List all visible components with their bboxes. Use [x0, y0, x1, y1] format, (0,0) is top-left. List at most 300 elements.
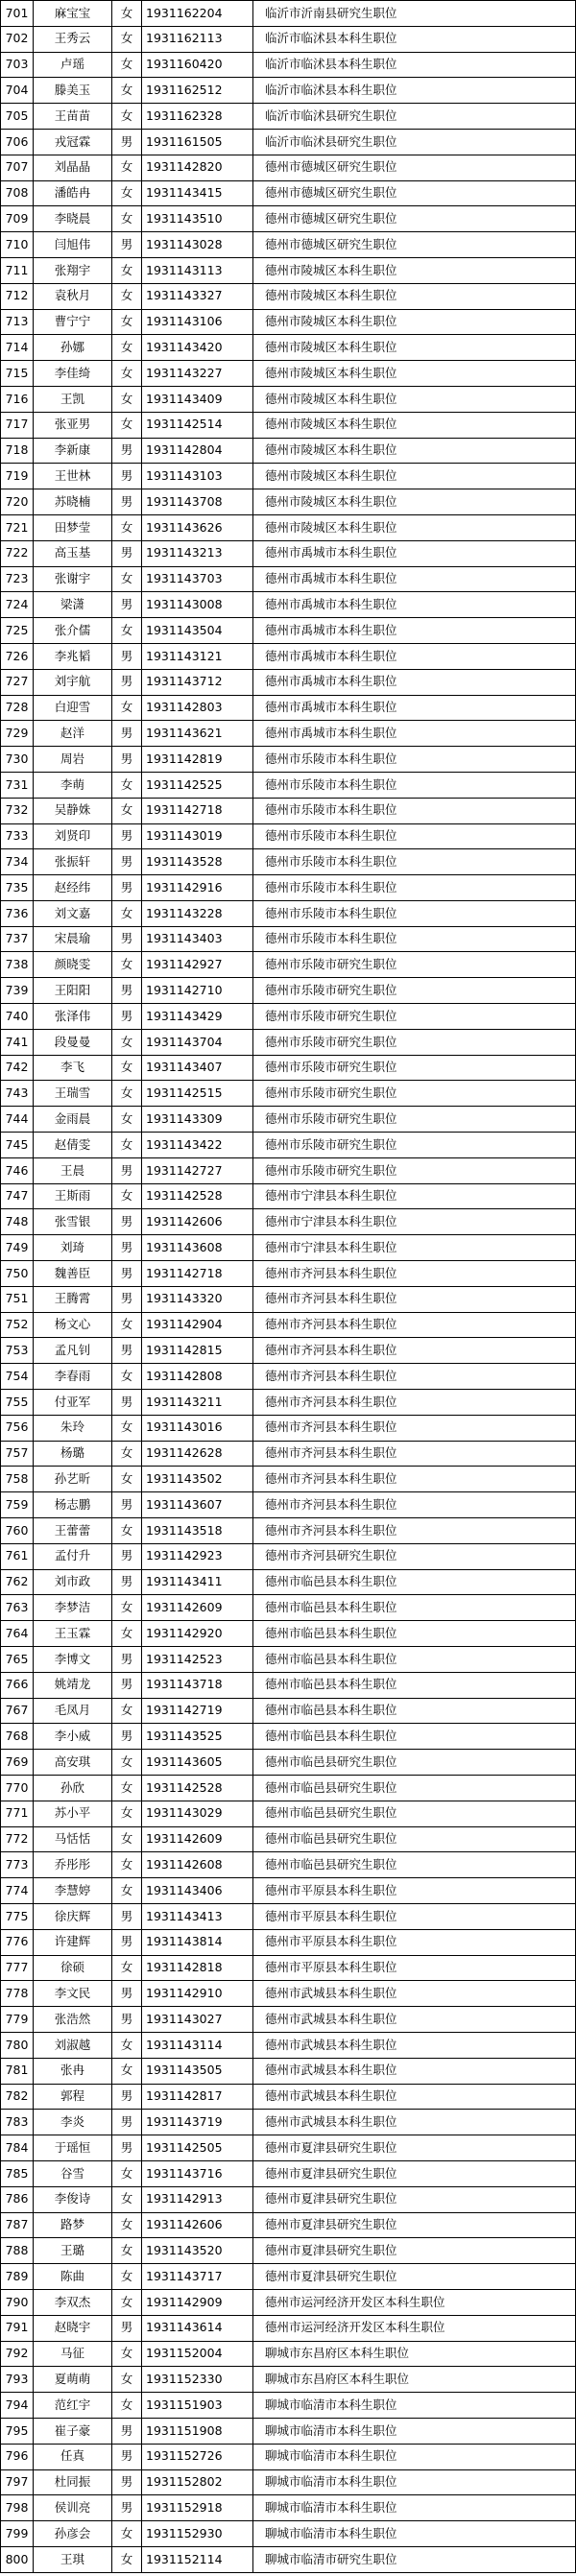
row-number-cell: 765 [1, 1647, 34, 1673]
exam-id-cell: 1931142808 [142, 1364, 253, 1390]
exam-id-cell: 1931142718 [142, 798, 253, 823]
row-number-cell: 702 [1, 26, 34, 52]
table-row [1, 1621, 576, 1647]
table-row [1, 900, 576, 926]
row-number-cell: 796 [1, 2444, 34, 2469]
exam-id-cell: 1931142923 [142, 1543, 253, 1569]
gender-cell: 女 [112, 2212, 142, 2238]
gender-cell: 男 [112, 669, 142, 695]
candidate-name-cell: 姚靖龙 [34, 1672, 112, 1698]
row-number-cell: 737 [1, 926, 34, 952]
table-row [1, 1569, 576, 1595]
table-row [1, 1286, 576, 1312]
table-row [1, 309, 576, 335]
table-row [1, 1878, 576, 1904]
exam-id-cell: 1931142820 [142, 155, 253, 180]
exam-id-cell: 1931142528 [142, 1775, 253, 1801]
exam-id-cell: 1931143718 [142, 1672, 253, 1698]
position-cell: 德州市陵城区本科生职位 [253, 438, 576, 464]
row-number-cell: 749 [1, 1235, 34, 1261]
position-cell: 德州市乐陵市研究生职位 [253, 1055, 576, 1081]
exam-id-cell: 1931152930 [142, 2521, 253, 2547]
row-number-cell: 716 [1, 386, 34, 412]
gender-cell: 女 [112, 1364, 142, 1390]
gender-cell: 男 [112, 1261, 142, 1287]
position-cell: 聊城市临清市本科生职位 [253, 2469, 576, 2495]
exam-id-cell: 1931143113 [142, 257, 253, 283]
row-number-cell: 776 [1, 1929, 34, 1955]
candidate-name-cell: 王苗苗 [34, 104, 112, 130]
exam-id-cell: 1931142909 [142, 2289, 253, 2315]
candidate-name-cell: 李小威 [34, 1724, 112, 1750]
position-cell: 德州市武城县本科生职位 [253, 2084, 576, 2110]
exam-id-cell: 1931143309 [142, 1107, 253, 1133]
gender-cell: 女 [112, 1621, 142, 1647]
row-number-cell: 744 [1, 1107, 34, 1133]
table-row [1, 592, 576, 618]
exam-id-cell: 1931142920 [142, 1621, 253, 1647]
table-row [1, 1, 576, 27]
candidate-name-cell: 孙娜 [34, 335, 112, 361]
row-number-cell: 774 [1, 1878, 34, 1904]
exam-id-cell: 1931143528 [142, 849, 253, 875]
gender-cell: 男 [112, 2418, 142, 2444]
position-cell: 德州市武城县本科生职位 [253, 2110, 576, 2135]
candidate-name-cell: 金雨晨 [34, 1107, 112, 1133]
row-number-cell: 756 [1, 1415, 34, 1441]
exam-id-cell: 1931143213 [142, 540, 253, 566]
table-row [1, 1183, 576, 1209]
gender-cell: 男 [112, 2007, 142, 2033]
candidate-name-cell: 刘淑越 [34, 2032, 112, 2058]
candidate-name-cell: 王蕾蕾 [34, 1518, 112, 1544]
exam-id-cell: 1931143409 [142, 386, 253, 412]
row-number-cell: 789 [1, 2264, 34, 2290]
position-cell: 德州市陵城区本科生职位 [253, 386, 576, 412]
gender-cell: 女 [112, 155, 142, 180]
table-row [1, 1903, 576, 1929]
row-number-cell: 783 [1, 2110, 34, 2135]
row-number-cell: 766 [1, 1672, 34, 1698]
candidate-name-cell: 魏善臣 [34, 1261, 112, 1287]
exam-id-cell: 1931143407 [142, 1055, 253, 1081]
table-row [1, 2341, 576, 2367]
table-row [1, 412, 576, 438]
position-cell: 德州市武城县本科生职位 [253, 2058, 576, 2084]
row-number-cell: 758 [1, 1467, 34, 1492]
candidate-name-cell: 麻宝宝 [34, 1, 112, 27]
candidate-name-cell: 潘皓冉 [34, 180, 112, 206]
candidate-name-cell: 白迎雪 [34, 695, 112, 721]
gender-cell: 男 [112, 1543, 142, 1569]
candidate-name-cell: 王秀云 [34, 26, 112, 52]
exam-id-cell: 1931142515 [142, 1081, 253, 1107]
candidate-name-cell: 杜同振 [34, 2469, 112, 2495]
exam-id-cell: 1931162204 [142, 1, 253, 27]
exam-id-cell: 1931143106 [142, 309, 253, 335]
table-row [1, 464, 576, 489]
gender-cell: 女 [112, 798, 142, 823]
row-number-cell: 768 [1, 1724, 34, 1750]
row-number-cell: 752 [1, 1312, 34, 1338]
gender-cell: 男 [112, 2315, 142, 2341]
row-number-cell: 764 [1, 1621, 34, 1647]
candidate-name-cell: 段曼曼 [34, 1029, 112, 1055]
table-row [1, 2418, 576, 2444]
position-cell: 德州市德城区研究生职位 [253, 206, 576, 232]
position-cell: 德州市夏津县研究生职位 [253, 2186, 576, 2212]
gender-cell: 男 [112, 2135, 142, 2161]
table-row [1, 2212, 576, 2238]
gender-cell: 女 [112, 1183, 142, 1209]
exam-id-cell: 1931142916 [142, 875, 253, 901]
gender-cell: 女 [112, 1312, 142, 1338]
exam-id-cell: 1931142609 [142, 1595, 253, 1621]
row-number-cell: 731 [1, 772, 34, 798]
position-cell: 德州市运河经济开发区本科生职位 [253, 2289, 576, 2315]
candidate-name-cell: 田梦莹 [34, 514, 112, 540]
gender-cell: 男 [112, 2444, 142, 2469]
position-cell: 德州市禹城市本科生职位 [253, 721, 576, 747]
candidate-name-cell: 王玉霖 [34, 1621, 112, 1647]
gender-cell: 男 [112, 1569, 142, 1595]
row-number-cell: 740 [1, 1004, 34, 1030]
candidate-name-cell: 赵洋 [34, 721, 112, 747]
exam-id-cell: 1931143320 [142, 1286, 253, 1312]
table-row [1, 1929, 576, 1955]
exam-id-cell: 1931152918 [142, 2495, 253, 2521]
exam-id-cell: 1931143607 [142, 1492, 253, 1518]
row-number-cell: 747 [1, 1183, 34, 1209]
gender-cell: 男 [112, 1209, 142, 1235]
exam-id-cell: 1931143420 [142, 335, 253, 361]
position-cell: 德州市乐陵市本科生职位 [253, 823, 576, 849]
exam-id-cell: 1931162512 [142, 78, 253, 104]
gender-cell: 女 [112, 2160, 142, 2186]
row-number-cell: 767 [1, 1698, 34, 1724]
gender-cell: 女 [112, 2238, 142, 2264]
table-row [1, 206, 576, 232]
gender-cell: 女 [112, 2367, 142, 2393]
gender-cell: 女 [112, 78, 142, 104]
gender-cell: 女 [112, 1826, 142, 1852]
row-number-cell: 797 [1, 2469, 34, 2495]
candidate-name-cell: 卢瑶 [34, 52, 112, 78]
position-cell: 临沂市临沭县研究生职位 [253, 104, 576, 130]
position-cell: 德州市夏津县研究生职位 [253, 2135, 576, 2161]
exam-id-cell: 1931143411 [142, 1569, 253, 1595]
row-number-cell: 795 [1, 2418, 34, 2444]
table-row [1, 1518, 576, 1544]
gender-cell: 女 [112, 2546, 142, 2572]
gender-cell: 女 [112, 2521, 142, 2547]
row-number-cell: 715 [1, 361, 34, 387]
exam-id-cell: 1931143114 [142, 2032, 253, 2058]
candidate-name-cell: 吴静姝 [34, 798, 112, 823]
gender-cell: 女 [112, 2032, 142, 2058]
row-number-cell: 753 [1, 1338, 34, 1364]
candidate-name-cell: 苏小平 [34, 1801, 112, 1826]
row-number-cell: 787 [1, 2212, 34, 2238]
table-row [1, 257, 576, 283]
exam-id-cell: 1931152726 [142, 2444, 253, 2469]
position-cell: 德州市禹城市本科生职位 [253, 669, 576, 695]
candidate-name-cell: 侯训亮 [34, 2495, 112, 2521]
table-row [1, 721, 576, 747]
exam-id-cell: 1931142727 [142, 1157, 253, 1183]
table-row [1, 1081, 576, 1107]
position-cell: 德州市乐陵市研究生职位 [253, 1029, 576, 1055]
gender-cell: 男 [112, 2110, 142, 2135]
position-cell: 德州市宁津县本科生职位 [253, 1183, 576, 1209]
exam-id-cell: 1931143703 [142, 566, 253, 592]
candidate-name-cell: 孙艺昕 [34, 1467, 112, 1492]
candidate-name-cell: 郭程 [34, 2084, 112, 2110]
position-cell: 德州市乐陵市研究生职位 [253, 1081, 576, 1107]
candidate-name-cell: 张介儒 [34, 618, 112, 644]
candidate-name-cell: 范红宇 [34, 2393, 112, 2419]
position-cell: 德州市陵城区本科生职位 [253, 335, 576, 361]
gender-cell: 男 [112, 1286, 142, 1312]
row-number-cell: 792 [1, 2341, 34, 2367]
exam-id-cell: 1931143504 [142, 618, 253, 644]
gender-cell: 女 [112, 1133, 142, 1158]
position-cell: 德州市齐河县本科生职位 [253, 1338, 576, 1364]
table-row [1, 1981, 576, 2007]
candidate-name-cell: 毛凤月 [34, 1698, 112, 1724]
exam-id-cell: 1931143520 [142, 2238, 253, 2264]
candidate-name-cell: 孙彦会 [34, 2521, 112, 2547]
position-cell: 德州市临邑县研究生职位 [253, 1750, 576, 1776]
row-number-cell: 725 [1, 618, 34, 644]
row-number-cell: 760 [1, 1518, 34, 1544]
gender-cell: 女 [112, 26, 142, 52]
gender-cell: 女 [112, 1441, 142, 1467]
candidate-name-cell: 李博文 [34, 1647, 112, 1673]
row-number-cell: 762 [1, 1569, 34, 1595]
exam-id-cell: 1931143704 [142, 1029, 253, 1055]
candidate-name-cell: 朱玲 [34, 1415, 112, 1441]
table-row [1, 618, 576, 644]
position-cell: 临沂市临沭县研究生职位 [253, 129, 576, 155]
gender-cell: 男 [112, 849, 142, 875]
candidate-name-cell: 杨志鹏 [34, 1492, 112, 1518]
table-row [1, 129, 576, 155]
position-cell: 德州市齐河县本科生职位 [253, 1492, 576, 1518]
candidate-name-cell: 张冉 [34, 2058, 112, 2084]
candidate-name-cell: 李飞 [34, 1055, 112, 1081]
position-cell: 聊城市临清市本科生职位 [253, 2444, 576, 2469]
exam-id-cell: 1931143525 [142, 1724, 253, 1750]
candidate-name-cell: 孙欣 [34, 1775, 112, 1801]
table-row [1, 26, 576, 52]
gender-cell: 女 [112, 1955, 142, 1981]
gender-cell: 男 [112, 1235, 142, 1261]
position-cell: 德州市武城县本科生职位 [253, 2007, 576, 2033]
candidate-name-cell: 崔子豪 [34, 2418, 112, 2444]
exam-id-cell: 1931143614 [142, 2315, 253, 2341]
candidate-name-cell: 王世林 [34, 464, 112, 489]
exam-id-cell: 1931142628 [142, 1441, 253, 1467]
position-cell: 德州市陵城区本科生职位 [253, 464, 576, 489]
exam-id-cell: 1931142609 [142, 1826, 253, 1852]
position-cell: 德州市禹城市本科生职位 [253, 695, 576, 721]
gender-cell: 男 [112, 592, 142, 618]
row-number-cell: 735 [1, 875, 34, 901]
position-cell: 德州市齐河县本科生职位 [253, 1261, 576, 1287]
exam-id-cell: 1931143626 [142, 514, 253, 540]
position-cell: 聊城市东昌府区本科生职位 [253, 2367, 576, 2393]
candidate-name-cell: 滕美玉 [34, 78, 112, 104]
table-row [1, 1055, 576, 1081]
row-number-cell: 723 [1, 566, 34, 592]
candidate-name-cell: 徐硕 [34, 1955, 112, 1981]
row-number-cell: 712 [1, 283, 34, 309]
candidate-name-cell: 颜晓雯 [34, 952, 112, 978]
table-row [1, 232, 576, 258]
position-cell: 德州市禹城市本科生职位 [253, 643, 576, 669]
candidate-name-cell: 张浩然 [34, 2007, 112, 2033]
candidate-name-cell: 许建辉 [34, 1929, 112, 1955]
table-row [1, 1029, 576, 1055]
table-row [1, 1801, 576, 1826]
gender-cell: 女 [112, 104, 142, 130]
candidate-name-cell: 张翔宇 [34, 257, 112, 283]
row-number-cell: 785 [1, 2160, 34, 2186]
row-number-cell: 732 [1, 798, 34, 823]
exam-id-cell: 1931151908 [142, 2418, 253, 2444]
position-cell: 德州市临邑县研究生职位 [253, 1852, 576, 1878]
table-row [1, 361, 576, 387]
exam-id-cell: 1931143227 [142, 361, 253, 387]
gender-cell: 男 [112, 875, 142, 901]
exam-id-cell: 1931142904 [142, 1312, 253, 1338]
gender-cell: 男 [112, 926, 142, 952]
candidate-name-cell: 杨文心 [34, 1312, 112, 1338]
table-row [1, 798, 576, 823]
table-row [1, 2521, 576, 2547]
position-cell: 德州市临邑县研究生职位 [253, 1826, 576, 1852]
table-row [1, 2469, 576, 2495]
position-cell: 临沂市临沭县本科生职位 [253, 52, 576, 78]
gender-cell: 男 [112, 1724, 142, 1750]
position-cell: 德州市临邑县本科生职位 [253, 1569, 576, 1595]
position-cell: 德州市乐陵市本科生职位 [253, 747, 576, 773]
gender-cell: 男 [112, 489, 142, 515]
position-cell: 德州市平原县本科生职位 [253, 1878, 576, 1904]
row-number-cell: 790 [1, 2289, 34, 2315]
exam-id-cell: 1931160420 [142, 52, 253, 78]
table-row [1, 747, 576, 773]
position-cell: 德州市临邑县本科生职位 [253, 1595, 576, 1621]
exam-id-cell: 1931152114 [142, 2546, 253, 2572]
gender-cell: 女 [112, 618, 142, 644]
row-number-cell: 728 [1, 695, 34, 721]
row-number-cell: 726 [1, 643, 34, 669]
candidate-name-cell: 闫旭伟 [34, 232, 112, 258]
table-row [1, 875, 576, 901]
gender-cell: 女 [112, 335, 142, 361]
exam-id-cell: 1931142819 [142, 747, 253, 773]
exam-id-cell: 1931143719 [142, 2110, 253, 2135]
gender-cell: 女 [112, 361, 142, 387]
position-cell: 德州市乐陵市本科生职位 [253, 926, 576, 952]
table-row [1, 2315, 576, 2341]
exam-id-cell: 1931161505 [142, 129, 253, 155]
gender-cell: 女 [112, 1, 142, 27]
row-number-cell: 784 [1, 2135, 34, 2161]
exam-id-cell: 1931142514 [142, 412, 253, 438]
position-cell: 德州市齐河县本科生职位 [253, 1467, 576, 1492]
table-row [1, 1107, 576, 1133]
exam-id-cell: 1931143708 [142, 489, 253, 515]
position-cell: 德州市齐河县本科生职位 [253, 1441, 576, 1467]
row-number-cell: 738 [1, 952, 34, 978]
row-number-cell: 780 [1, 2032, 34, 2058]
row-number-cell: 750 [1, 1261, 34, 1287]
exam-id-cell: 1931143403 [142, 926, 253, 952]
row-number-cell: 708 [1, 180, 34, 206]
exam-id-cell: 1931162328 [142, 104, 253, 130]
table-row [1, 514, 576, 540]
row-number-cell: 713 [1, 309, 34, 335]
candidate-name-cell: 刘宇航 [34, 669, 112, 695]
position-cell: 德州市德城区研究生职位 [253, 232, 576, 258]
exam-id-cell: 1931142804 [142, 438, 253, 464]
row-number-cell: 714 [1, 335, 34, 361]
candidate-name-cell: 孟凡钊 [34, 1338, 112, 1364]
position-cell: 德州市禹城市本科生职位 [253, 592, 576, 618]
exam-id-cell: 1931143712 [142, 669, 253, 695]
candidate-name-cell: 王瑞雪 [34, 1081, 112, 1107]
exam-id-cell: 1931143029 [142, 1801, 253, 1826]
exam-id-cell: 1931143008 [142, 592, 253, 618]
candidate-name-cell: 袁秋月 [34, 283, 112, 309]
position-cell: 德州市禹城市本科生职位 [253, 566, 576, 592]
row-number-cell: 734 [1, 849, 34, 875]
gender-cell: 女 [112, 514, 142, 540]
exam-id-cell: 1931142523 [142, 1647, 253, 1673]
candidate-name-cell: 戎冠霖 [34, 129, 112, 155]
table-row [1, 1750, 576, 1776]
table-row [1, 335, 576, 361]
row-number-cell: 759 [1, 1492, 34, 1518]
candidate-name-cell: 王腾霄 [34, 1286, 112, 1312]
row-number-cell: 727 [1, 669, 34, 695]
exam-id-cell: 1931152004 [142, 2341, 253, 2367]
row-number-cell: 724 [1, 592, 34, 618]
candidate-name-cell: 王琪 [34, 2546, 112, 2572]
exam-id-cell: 1931142608 [142, 1852, 253, 1878]
exam-id-cell: 1931142910 [142, 1981, 253, 2007]
candidate-name-cell: 刘贤印 [34, 823, 112, 849]
row-number-cell: 733 [1, 823, 34, 849]
exam-id-cell: 1931142817 [142, 2084, 253, 2110]
row-number-cell: 722 [1, 540, 34, 566]
position-cell: 聊城市东昌府区本科生职位 [253, 2341, 576, 2367]
position-cell: 德州市陵城区本科生职位 [253, 361, 576, 387]
exam-id-cell: 1931143121 [142, 643, 253, 669]
candidate-name-cell: 李晓晨 [34, 206, 112, 232]
candidate-name-cell: 刘琦 [34, 1235, 112, 1261]
row-number-cell: 711 [1, 257, 34, 283]
candidate-name-cell: 路梦 [34, 2212, 112, 2238]
row-number-cell: 775 [1, 1903, 34, 1929]
position-cell: 德州市临邑县本科生职位 [253, 1621, 576, 1647]
position-cell: 德州市陵城区本科生职位 [253, 283, 576, 309]
position-cell: 聊城市临清市本科生职位 [253, 2521, 576, 2547]
candidate-name-cell: 张振轩 [34, 849, 112, 875]
